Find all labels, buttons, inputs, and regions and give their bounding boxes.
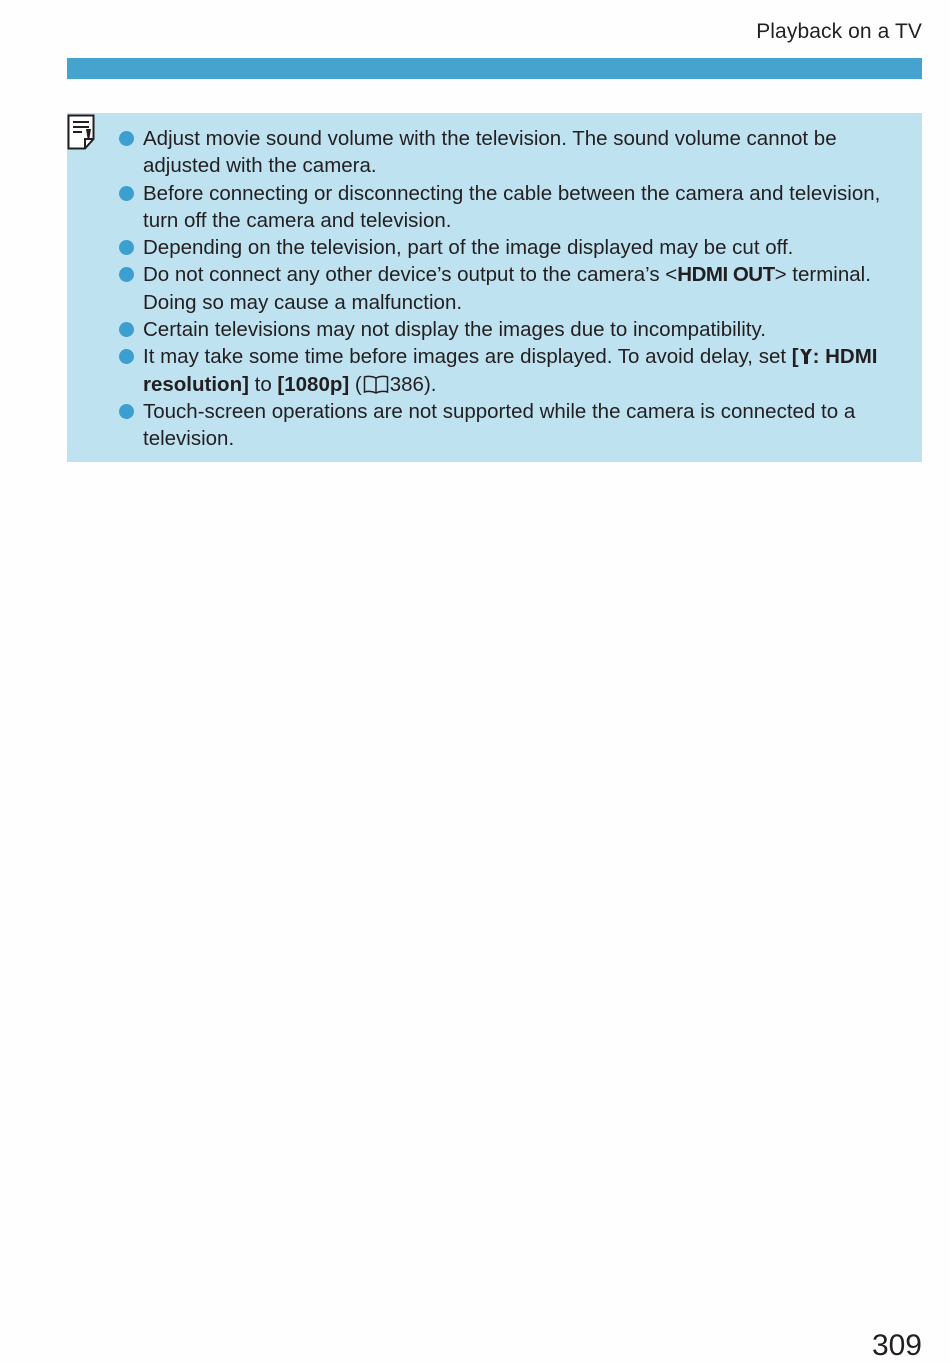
note-item <box>117 316 902 343</box>
note-memo-icon <box>67 114 95 150</box>
note-text: Before connecting or disconnecting the cable between the camera and television, turn off the camera and television. <box>143 181 881 232</box>
bullet-icon <box>119 240 134 255</box>
ref-close: ). <box>423 372 437 396</box>
bullet-icon <box>119 267 134 282</box>
note-item <box>117 261 902 316</box>
note-item <box>117 398 902 453</box>
note-item <box>117 343 902 398</box>
setting-value-1080p: [1080p] <box>277 372 350 396</box>
section-title: Playback on a TV <box>756 20 922 43</box>
note-text: Adjust movie sound volume with the television. The sound volume cannot be adjusted with the camera. <box>143 127 837 178</box>
note-connector-text: to <box>248 372 278 396</box>
hdmi-out-terminal-label: HDMI OUT <box>677 263 775 287</box>
section-title-bar <box>67 58 922 79</box>
bullet-icon <box>119 322 134 337</box>
note-item <box>117 234 902 261</box>
note-item <box>117 125 902 180</box>
note-text-before: Do not connect any other device’s output to the camera’s < <box>143 263 678 287</box>
note-item <box>117 180 902 235</box>
page-number: 309 <box>871 1329 922 1362</box>
note-text-before: It may take some time before images are displayed. To avoid delay, set <box>143 345 792 369</box>
note-list <box>117 125 902 453</box>
note-text: Touch-screen operations are not supported while the camera is connected to a television. <box>143 399 856 451</box>
note-box <box>67 113 922 462</box>
wrench-setup-icon <box>799 348 813 365</box>
bullet-icon <box>119 186 134 201</box>
ref-page-number: 386 <box>389 372 424 396</box>
ref-open: ( <box>349 372 362 396</box>
menu-hdmi-resolution: : HDMI resolution] <box>143 345 878 396</box>
bullet-icon <box>119 131 134 146</box>
bullet-icon <box>119 404 134 419</box>
book-reference-icon <box>363 375 389 394</box>
note-text: Certain televisions may not display the images due to incompatibility. <box>143 318 766 342</box>
note-text: Depending on the television, part of the image displayed may be cut off. <box>143 236 794 260</box>
bullet-icon <box>119 349 134 364</box>
note-text-after: > terminal. Doing so may cause a malfunction. <box>143 263 871 314</box>
menu-bracket-open: [ <box>791 345 799 369</box>
